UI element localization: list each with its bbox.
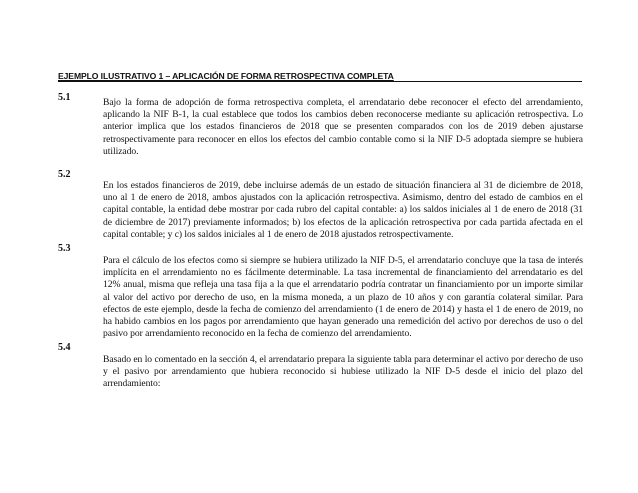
paragraph-number-5-3: 5.3: [58, 243, 71, 254]
paragraph-text-5-4: Basado en lo comentado en la sección 4, el arrendatario prepara la siguiente tabla para determinar el activo por derecho de uso y el pasivo por arrendamiento que hubiera reconocido si hubiese utilizado la NIF D-5 desde el inicio del plazo del arrendamiento:: [103, 354, 583, 390]
paragraph-number-5-2: 5.2: [58, 169, 71, 180]
section-heading: [58, 71, 582, 81]
heading-rule: [58, 81, 582, 82]
paragraph-number-5-1: 5.1: [58, 92, 71, 103]
paragraph-number-5-4: 5.4: [58, 342, 71, 353]
paragraph-text-5-2: En los estados financieros de 2019, debe incluirse además de un estado de situación financiera al 31 de diciembre de 2018, uno al 1 de enero de 2018, ambos ajustados con la aplicación retrospectiva. Asimismo, dentro del estado de cambios en el capital contable, la entidad debe mostrar por cada rubro del capital contable: a) los saldos iniciales al 1 de enero de 2018 (31 de diciembre de 2017) previamente informados; b) los efectos de la aplicación retrospectiva por cada partida afectada en el capital contable; y c) los saldos iniciales al 1 de enero de 2018 ajustados retrospectivamente.: [103, 180, 583, 240]
section-heading-text: EJEMPLO ILUSTRATIVO 1 – APLICACIÓN DE FORMA RETROSPECTIVA COMPLETA: [58, 71, 394, 81]
paragraph-text-5-1: Bajo la forma de adopción de forma retrospectiva completa, el arrendatario debe reconocer el efecto del arrendamiento, aplicando la NIF B-1, la cual establece que todos los cambios deben reconocerse mediante su aplicación retrospectiva. Lo anterior implica que los estados financieros de 2018 que se presenten comparados con los de 2019 deben ajustarse retrospectivamente para reconocer en ellos los efectos del cambio contable como si la NIF D-5 adoptada siempre se hubiera utilizado.: [103, 97, 583, 157]
paragraph-text-5-3: Para el cálculo de los efectos como si siempre se hubiera utilizado la NIF D-5, el arrendatario concluye que la tasa de interés implícita en el arrendamiento no es fácilmente determinable. La tasa incremental de financiamiento del arrendatario es del 12% anual, misma que refleja una tasa fija a la que el arrendatario podría contratar un financiamiento por un importe similar al valor del activo por derecho de uso, en la misma moneda, a un plazo de 10 años y con garantía colateral similar. Para efectos de este ejemplo, desde la fecha de comienzo del arrendamiento (1 de enero de 2014) y hasta el 1 de enero de 2019, no ha habido cambios en los pagos por arrendamiento que hayan generado una remedición del activo por derechos de uso o del pasivo por arrendamiento reconocido en la fecha de comienzo del arrendamiento.: [103, 255, 583, 340]
